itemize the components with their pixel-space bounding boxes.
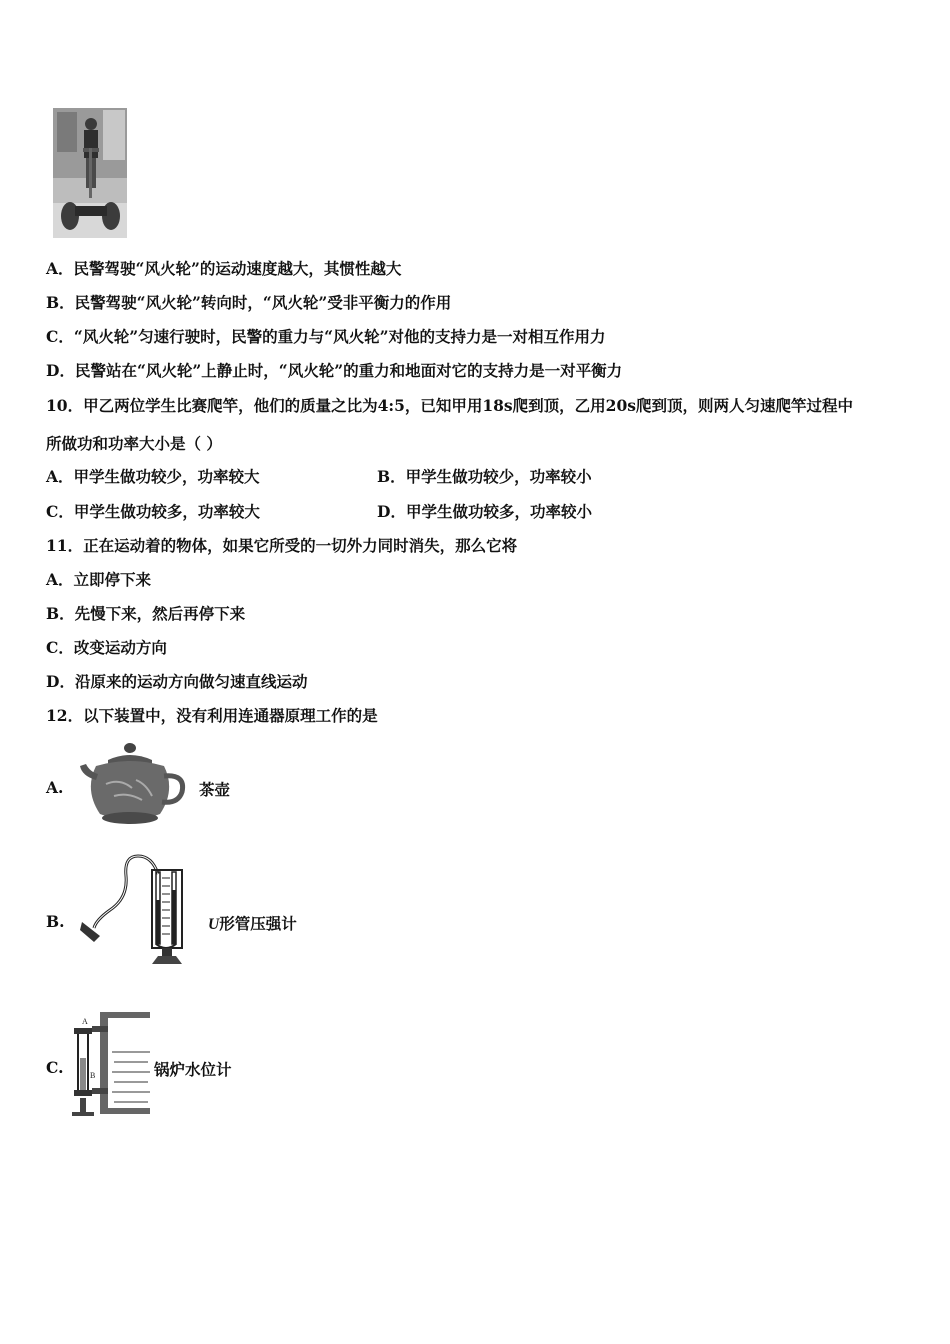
q11-option-a: A．立即停下来 xyxy=(46,570,152,589)
q12-option-b-label: B. xyxy=(46,912,65,931)
q11-stem: 11．正在运动着的物体，如果它所受的一切外力同时消失，那么它将 xyxy=(46,536,518,555)
boiler-water-gauge-figure xyxy=(70,1008,152,1124)
teapot-figure xyxy=(80,740,190,828)
q10-option-b: B．甲学生做功较少，功率较小 xyxy=(377,467,592,486)
q12-option-b-caption xyxy=(208,912,297,934)
q9-option-a: A．民警驾驶“风火轮”的运动速度越大，其惯性越大 xyxy=(46,259,402,278)
police-scooter-photo xyxy=(53,108,127,238)
q11-option-b: B．先慢下来，然后再停下来 xyxy=(46,604,246,623)
q10-stem-line1: 10．甲乙两位学生比赛爬竿，他们的质量之比为4:5，已知甲用18s爬到顶，乙用20s爬到顶，则两人匀速爬竿过程中 xyxy=(46,396,853,415)
q12-option-a-caption: 茶壶 xyxy=(199,780,231,799)
caption-text: 形管压强计 xyxy=(219,914,297,933)
u-letter: U xyxy=(208,916,220,933)
q10-option-a: A．甲学生做功较少，功率较大 xyxy=(46,467,260,486)
q9-option-c: C．“风火轮”匀速行驶时，民警的重力与“风火轮”对他的支持力是一对相互作用力 xyxy=(46,327,606,346)
svg-text:A: A xyxy=(82,1017,88,1026)
q12-option-a-label: A. xyxy=(46,778,64,797)
q12-option-c-caption: 锅炉水位计 xyxy=(154,1060,232,1079)
q10-option-c: C．甲学生做功较多，功率较大 xyxy=(46,502,260,521)
q10-option-d: D．甲学生做功较多，功率较小 xyxy=(377,502,592,521)
q12-option-c-label: C. xyxy=(46,1058,64,1077)
svg-text:B: B xyxy=(90,1071,96,1080)
u-tube-manometer-figure xyxy=(80,850,190,968)
q9-option-d: D．民警站在“风火轮”上静止时，“风火轮”的重力和地面对它的支持力是一对平衡力 xyxy=(46,361,623,380)
q11-option-d: D．沿原来的运动方向做匀速直线运动 xyxy=(46,672,308,691)
q9-option-b: B．民警驾驶“风火轮”转向时，“风火轮”受非平衡力的作用 xyxy=(46,293,452,312)
q11-option-c: C．改变运动方向 xyxy=(46,638,167,657)
q12-stem: 12．以下装置中，没有利用连通器原理工作的是 xyxy=(46,706,378,725)
q10-stem-line2: 所做功和功率大小是（ ） xyxy=(46,434,222,453)
